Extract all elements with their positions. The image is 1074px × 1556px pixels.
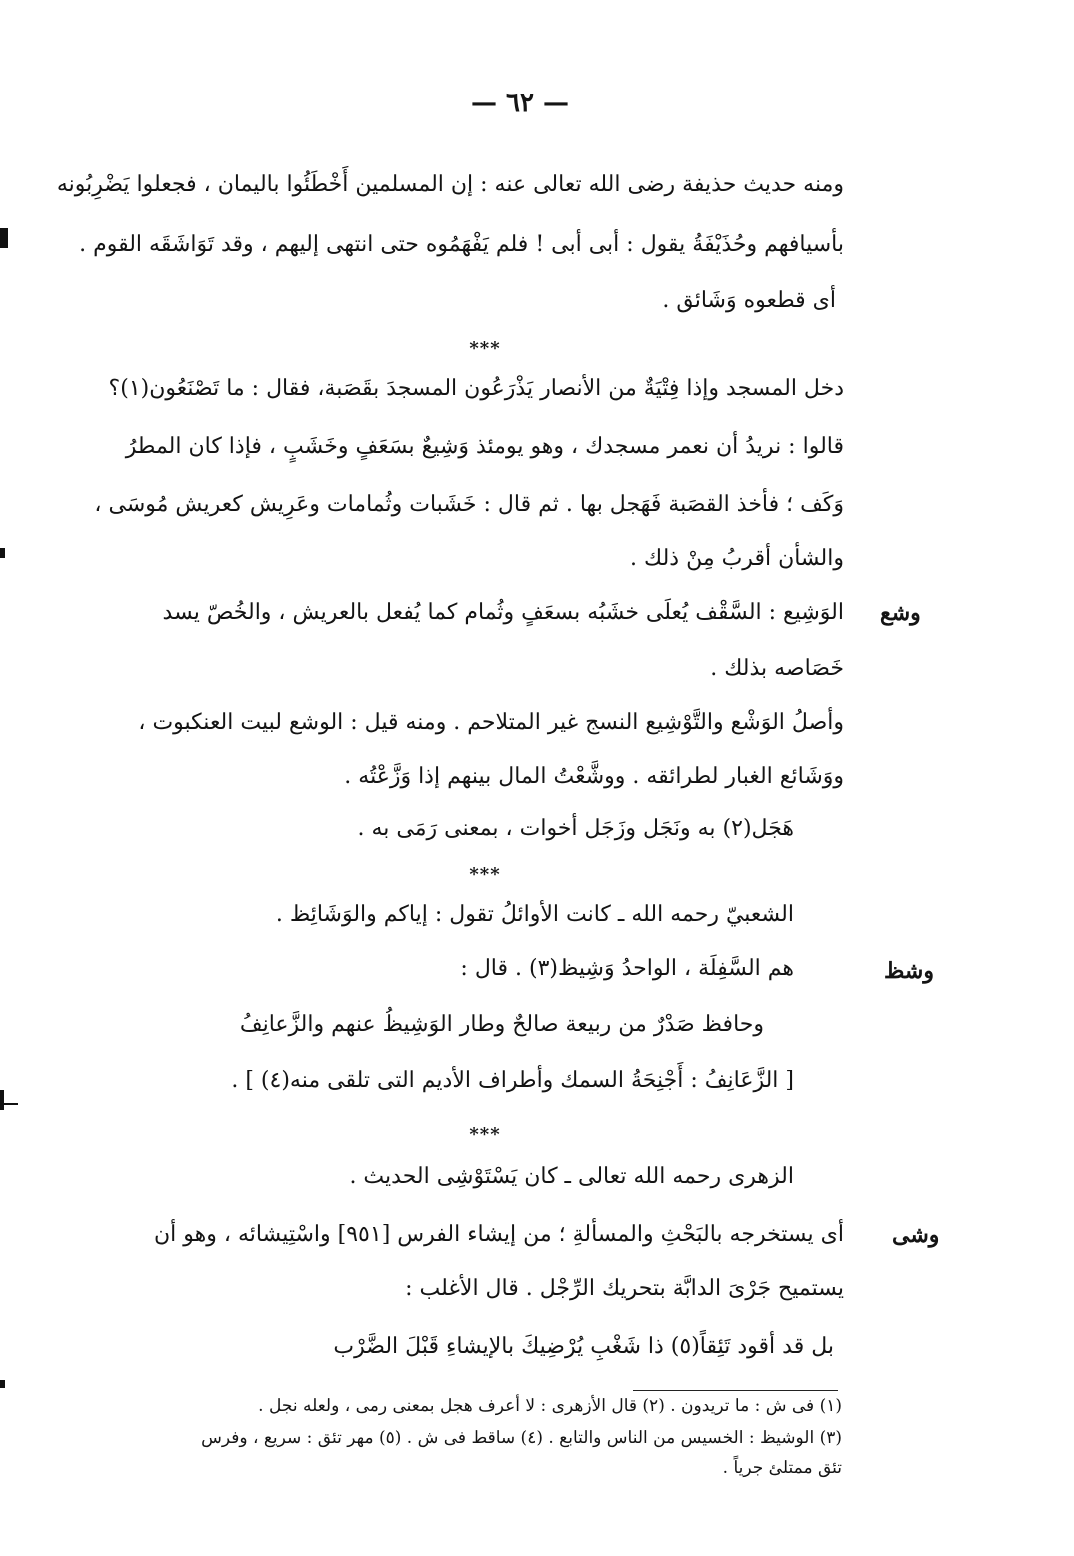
verse-line: وحافظ صَدْرٌ من ربيعة صالحٌ وطار الوَشِيظُ عنهم والزَّعانِفُ [239, 1012, 764, 1037]
page-number: — ٦٢ — [470, 88, 570, 118]
section-separator: *** [469, 1124, 501, 1145]
text-line: الشعبيّ رحمه الله ـ كانت الأوائلُ تقول : إياكم والوَشَائِظ . [275, 902, 794, 927]
text-line: الزهرى رحمه الله تعالى ـ كان يَسْتَوْشِى الحديث . [349, 1164, 794, 1189]
text-line: [ الزَّعَانِفُ : أَجْنِحَةُ السمك وأطراف الأديم التى تلقى منه(٤) ] . [231, 1068, 794, 1093]
entry-text-line: هم السَّفِلَة ، الواحدُ وَشِيظ(٣) . قال : [460, 956, 794, 981]
text-line: أى قطعوه وَشَائق . [662, 288, 836, 313]
scan-margin-mark [0, 548, 5, 558]
footnote-divider [633, 1390, 838, 1391]
verse-line: بل قد أقود تَئِقاً(٥) ذا شَغْبِ يُرْضِيكَ بالإيشاءِ قَبْلَ الضَّرْب [333, 1334, 834, 1359]
section-separator: *** [469, 338, 501, 359]
entry-text-line: أى يستخرجه بالبَحْثِ والمسألةِ ؛ من إيشاء الفرس [٩٥١] واسْتِيشائه ، وهو أن [154, 1222, 844, 1247]
footnote-line: تئق ممتلئ جرياً . [722, 1458, 842, 1478]
scan-margin-mark [0, 1380, 5, 1388]
text-line: هَجَل(٢) به ونَجَل وزَجَل أخوات ، بمعنى رَمَى به . [357, 816, 794, 841]
text-line: وَكَف ؛ فأخذ القصَبة فَهَجل بها . ثم قال : خَشَبات وثُمامات وعَرِيش كعريش مُوسَى ، [94, 492, 844, 517]
text-line: ووَشَائع الغبار لطرائقه . ووشَّعْتُ المال بينهم إذا وَزَّعْتُه . [344, 764, 844, 789]
text-line: بأسيافهم وحُذَيْفَةُ يقول : أبى أبى ! فلم يَفْهَمُوه حتى انتهى إليهم ، وقد تَوَاشَقَه القوم . [79, 232, 844, 257]
scan-margin-mark [0, 1103, 18, 1105]
entry-headword: وشظ [884, 958, 934, 984]
footnote-line: (٣) الوشيظ : الخسيس من الناس والتابع . (٤) ساقط فى ش . (٥) مهر تئق : سريع ، وفرس [201, 1428, 842, 1448]
text-line: والشأن أقربُ مِنْ ذلك . [630, 546, 844, 571]
footnote-line: (١) فى ش : ما تريدون . (٢) قال الأزهرى : لا أعرف هجل بمعنى رمى ، ولعله نجل . [258, 1396, 842, 1416]
text-line: وأصلُ الوَشْع والتَّوْشِيع النسج غير المتلاحم . ومنه قيل : الوشع لبيت العنكبوت ، [138, 710, 844, 735]
entry-text-line: خَصَاصه بذلك . [710, 656, 844, 681]
entry-headword: وشع [880, 600, 921, 626]
scan-margin-mark [0, 228, 8, 248]
entry-headword: وشى [892, 1222, 940, 1248]
section-separator: *** [469, 864, 501, 885]
entry-text-line: يستميح جَرْىَ الدابَّة بتحريك الرِّجْل . قال الأغلب : [405, 1276, 844, 1301]
text-line: دخل المسجد وإذا فِتْيَةٌ من الأنصار يَذْرَعُون المسجدَ بقَصَبة، فقال : ما تَصْنَعُون(١)؟ [108, 376, 844, 401]
entry-text-line: الوَشِيع : السَّقْف يُعلَى خشَبُه بسعَفٍ وثُمام كما يُفعل بالعريش ، والخُصّ يسد [162, 600, 844, 625]
text-line: قالوا : نريدُ أن نعمر مسجدك ، وهو يومئذ وَشِيعٌ بسَعَفٍ وخَشَبٍ ، فإذا كان المطرُ [125, 434, 844, 459]
text-line: ومنه حديث حذيفة رضى الله تعالى عنه : إن المسلمين أَخْطَئُوا باليمان ، فجعلوا يَضْرِبُونه [56, 172, 844, 197]
scan-margin-mark [0, 1090, 4, 1110]
